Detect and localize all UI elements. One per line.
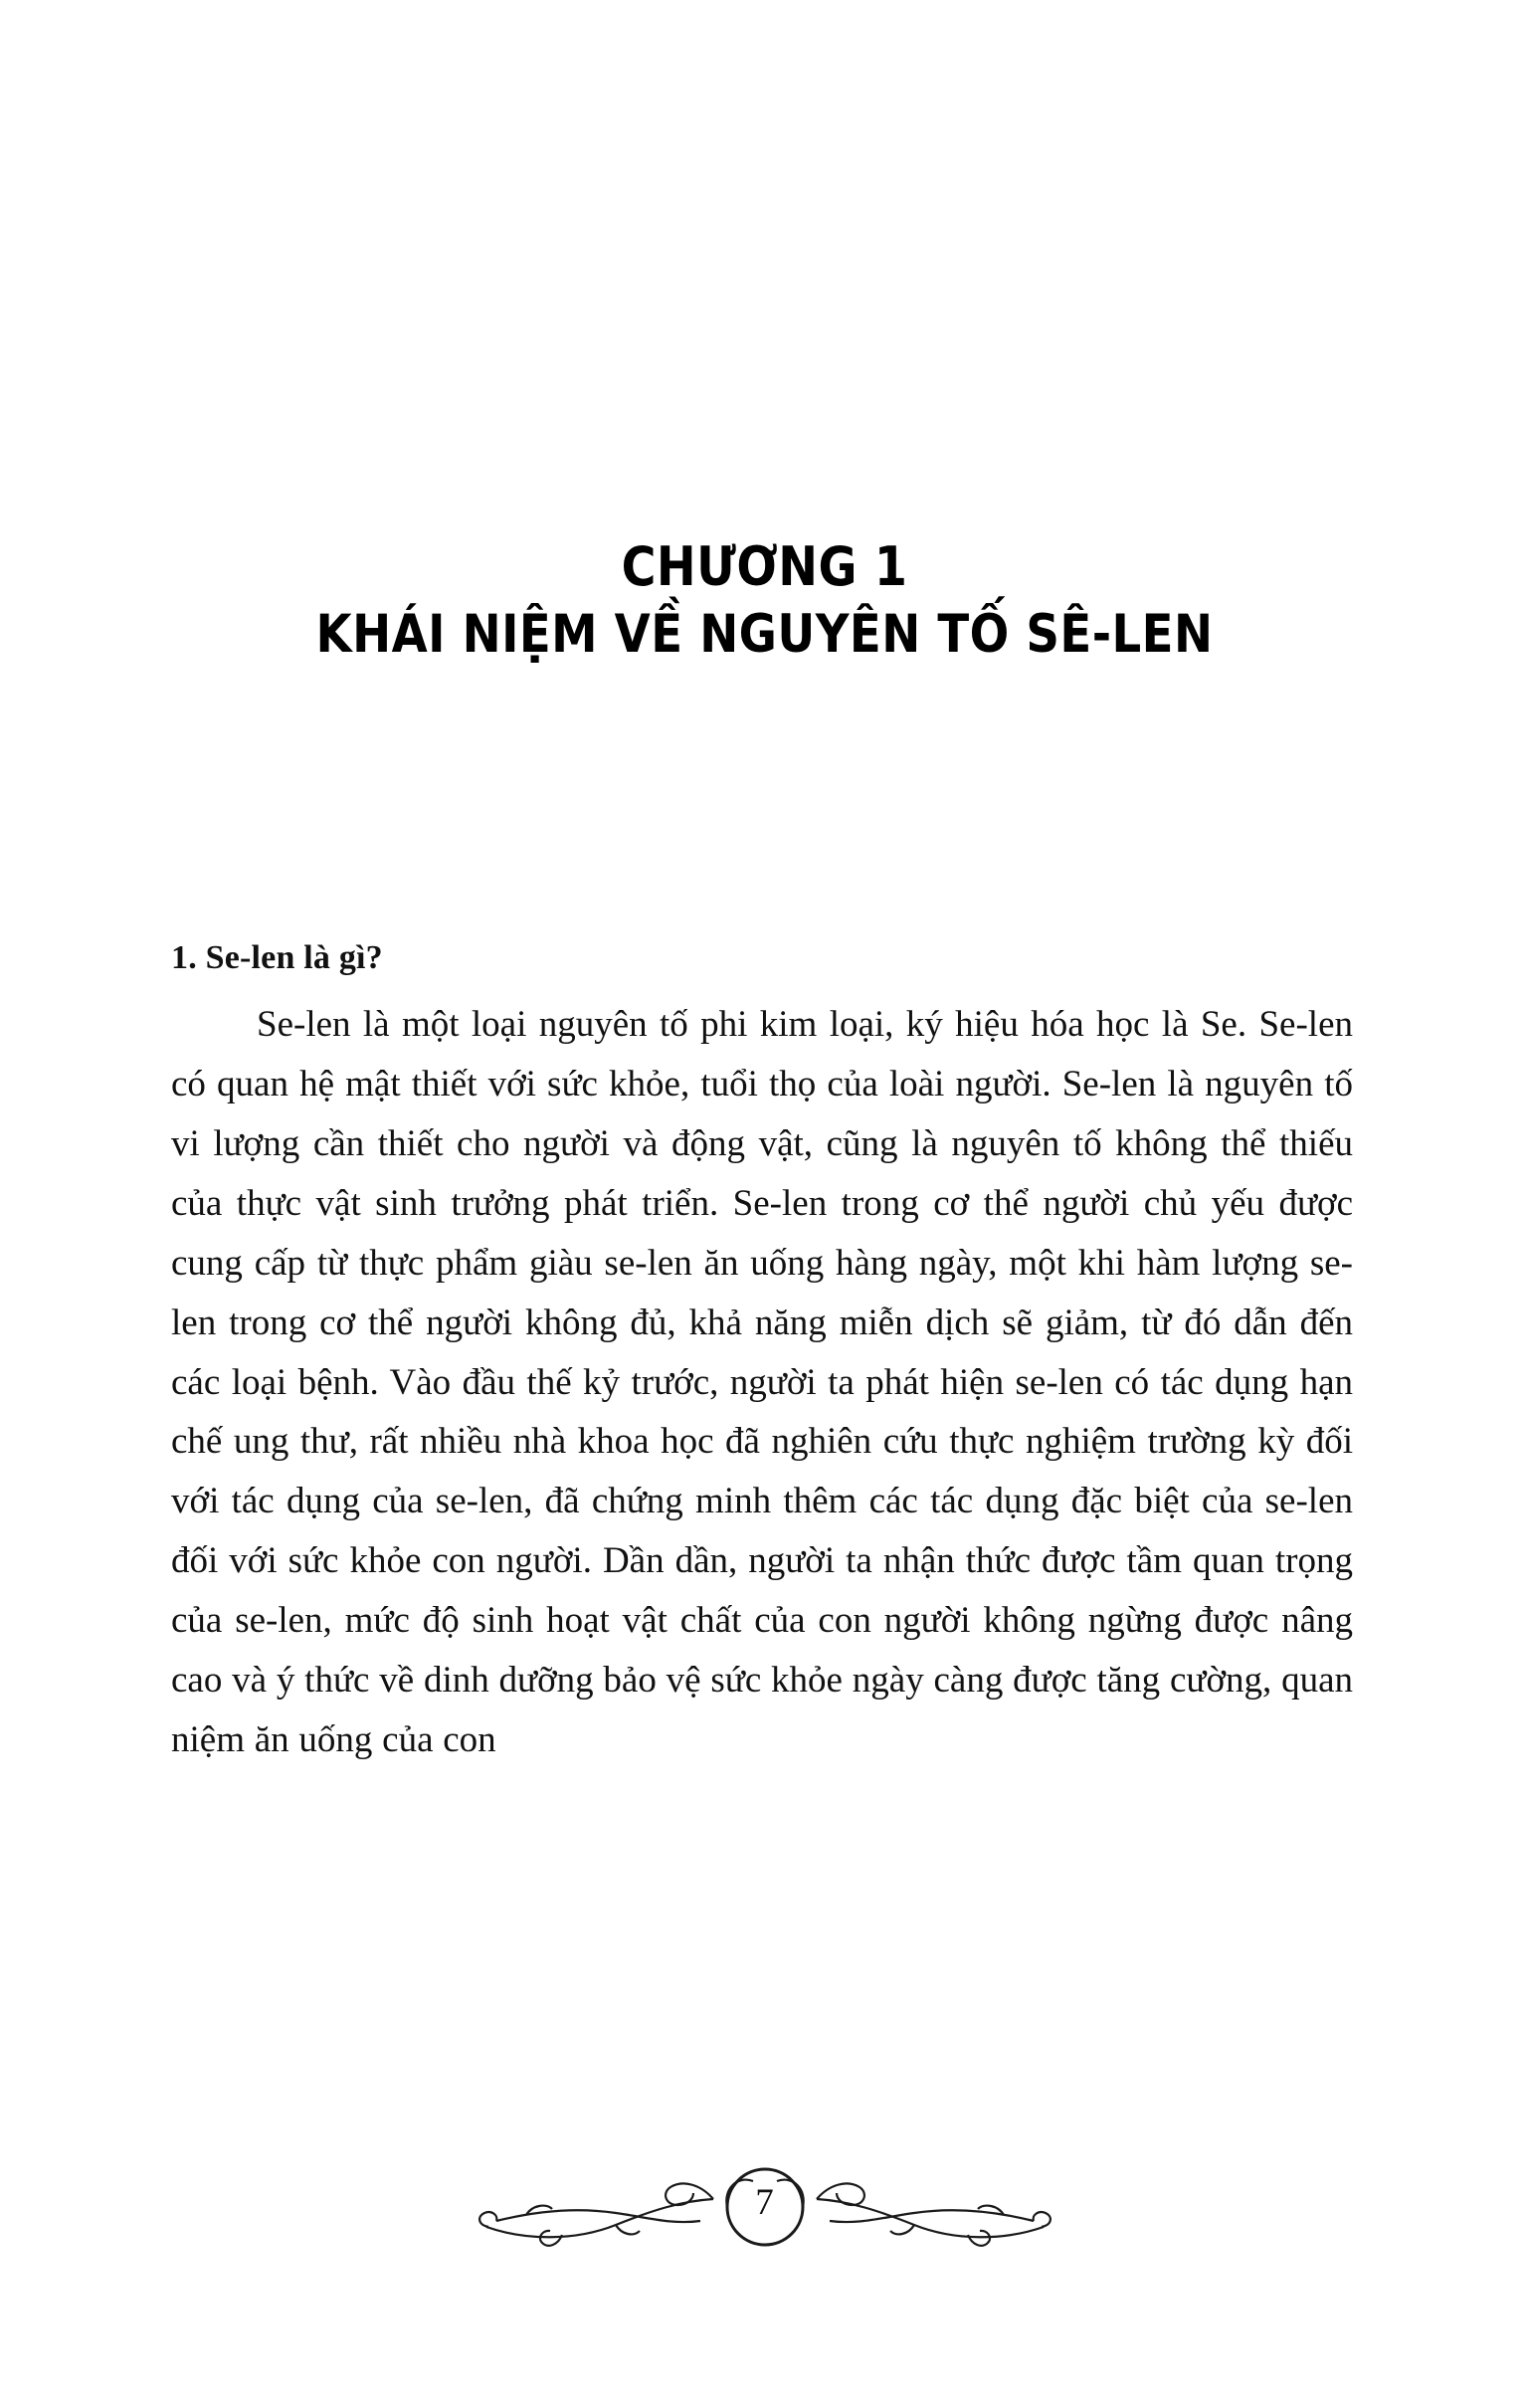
- page-footer: [0, 2155, 1529, 2275]
- body-paragraph: Se-len là một loại nguyên tố phi kim loại, ký hiệu hóa học là Se. Se-len có quan hệ mật thiết với sức khỏe, tuổi thọ của loài người. Se-len là nguyên tố vi lượng cần thiết cho người và động vật, cũng là nguyên tố không thể thiếu của thực vật sinh trưởng phát triển. Se-len trong cơ thể người chủ yếu được cung cấp từ thực phẩm giàu se-len ăn uống hàng ngày, một khi hàm lượng se-len trong cơ thể người không đủ, khả năng miễn dịch sẽ giảm, từ đó dẫn đến các loại bệnh. Vào đầu thế kỷ trước, người ta phát hiện se-len có tác dụng hạn chế ung thư, rất nhiều nhà khoa học đã nghiên cứu thực nghiệm trường kỳ đối với tác dụng của se-len, đã chứng minh thêm các tác dụng đặc biệt của se-len đối với sức khỏe con người. Dần dần, người ta nhận thức được tầm quan trọng của se-len, mức độ sinh hoạt vật chất của con người không ngừng được nâng cao và ý thức về dinh dưỡng bảo vệ sức khỏe ngày càng được tăng cường, quan niệm ăn uống của con: [171, 1003, 1353, 1761]
- chapter-title: KHÁI NIỆM VỀ NGUYÊN TỐ SÊ-LEN: [315, 604, 1214, 666]
- section-heading: 1. Se-len là gì?: [171, 939, 383, 976]
- page-content: [171, 935, 1353, 1770]
- page-number: 7: [755, 2182, 774, 2223]
- chapter-heading: [0, 537, 1529, 665]
- chapter-number: CHƯƠNG 1: [621, 535, 908, 598]
